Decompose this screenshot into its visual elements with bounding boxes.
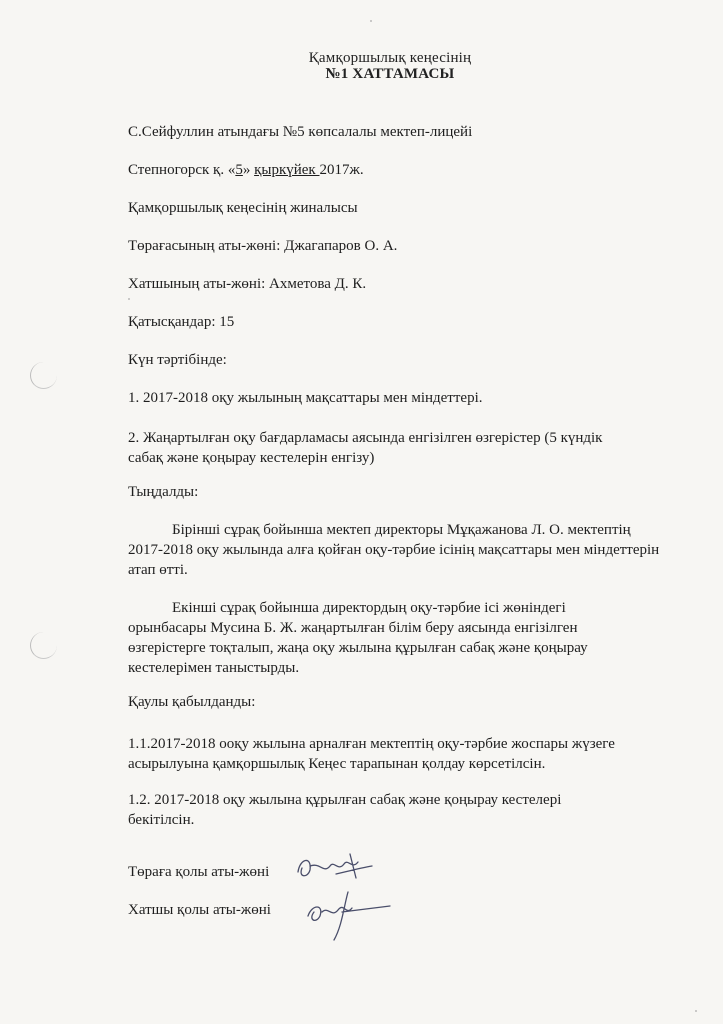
document-title-line1: Қамқоршылық кеңесінің: [308, 50, 472, 66]
document-title-line2: №1 ХАТТАМАСЫ: [325, 66, 455, 82]
decision-item-2: 1.2. 2017-2018 оқу жылына құрылған сабақ және қоңырау кестелері бекітілсін.: [128, 792, 562, 828]
city-date-line: [128, 162, 364, 179]
school-name: С.Сейфуллин атындағы №5 көпсалалы мектеп-лицейі: [128, 124, 473, 140]
chair-signature: [290, 848, 380, 888]
meeting-line: Қамқоршылық кеңесінің жиналысы: [128, 200, 358, 216]
chair-signature-label: Төраға қолы аты-жөні: [128, 864, 270, 880]
agenda-heading: Күн тәртібінде:: [128, 352, 227, 368]
punch-hole-mark-bottom: [30, 632, 57, 659]
secretary-line: Хатшының аты-жөні: Ахметова Д. К.: [128, 276, 367, 292]
attendees-line: Қатысқандар: 15: [128, 314, 235, 330]
city-text: Степногорск қ. «: [128, 162, 236, 178]
date-year: 2017ж.: [319, 162, 364, 178]
scan-speck: [370, 20, 372, 22]
chair-line: Төрағасының аты-жөні: Джагапаров О. А.: [128, 238, 398, 254]
listened-heading: Тыңдалды:: [128, 484, 199, 500]
agenda-item-1: 1. 2017-2018 оқу жылының мақсаттары мен міндеттері.: [128, 390, 483, 406]
scan-speck: [128, 298, 130, 300]
decision-item-1: 1.1.2017-2018 ооқу жылына арналған мектептің оқу-тәрбие жоспары жүзеге асырылуына қамқоршылық Кеңес тарапынан қолдау көрсетілсін.: [128, 736, 615, 772]
decided-heading: Қаулы қабылданды:: [128, 694, 256, 710]
date-day: 5: [235, 162, 243, 178]
agenda-item-2: 2. Жаңартылған оқу бағдарламасы аясында енгізілген өзгерістер (5 күндік сабақ және қоңырау кестелерін енгізу): [128, 430, 603, 466]
listened-paragraph-2: Екінші сұрақ бойынша директордың оқу-тәрбие ісі жөніндегі орынбасары Мусина Б. Ж. жаңартылған білім беру аясында енгізілген өзгерістерге тоқталып, жаңа оқу жылына құрылған сабақ және қоңырау кестелерімен таныстырды.: [128, 600, 588, 676]
secretary-signature-label: Хатшы қолы аты-жөні: [128, 902, 271, 918]
date-separator: »: [242, 162, 255, 178]
punch-hole-mark-top: [30, 362, 57, 389]
secretary-signature: [298, 886, 398, 946]
date-month: қыркүйек: [254, 162, 320, 178]
listened-paragraph-1: Бірінші сұрақ бойынша мектеп директоры Мұқажанова Л. О. мектептің 2017-2018 оқу жылында алға қойған оқу-тәрбие ісінің мақсаттары мен міндеттерін атап өтті.: [128, 522, 660, 578]
scan-speck: [695, 1010, 697, 1012]
